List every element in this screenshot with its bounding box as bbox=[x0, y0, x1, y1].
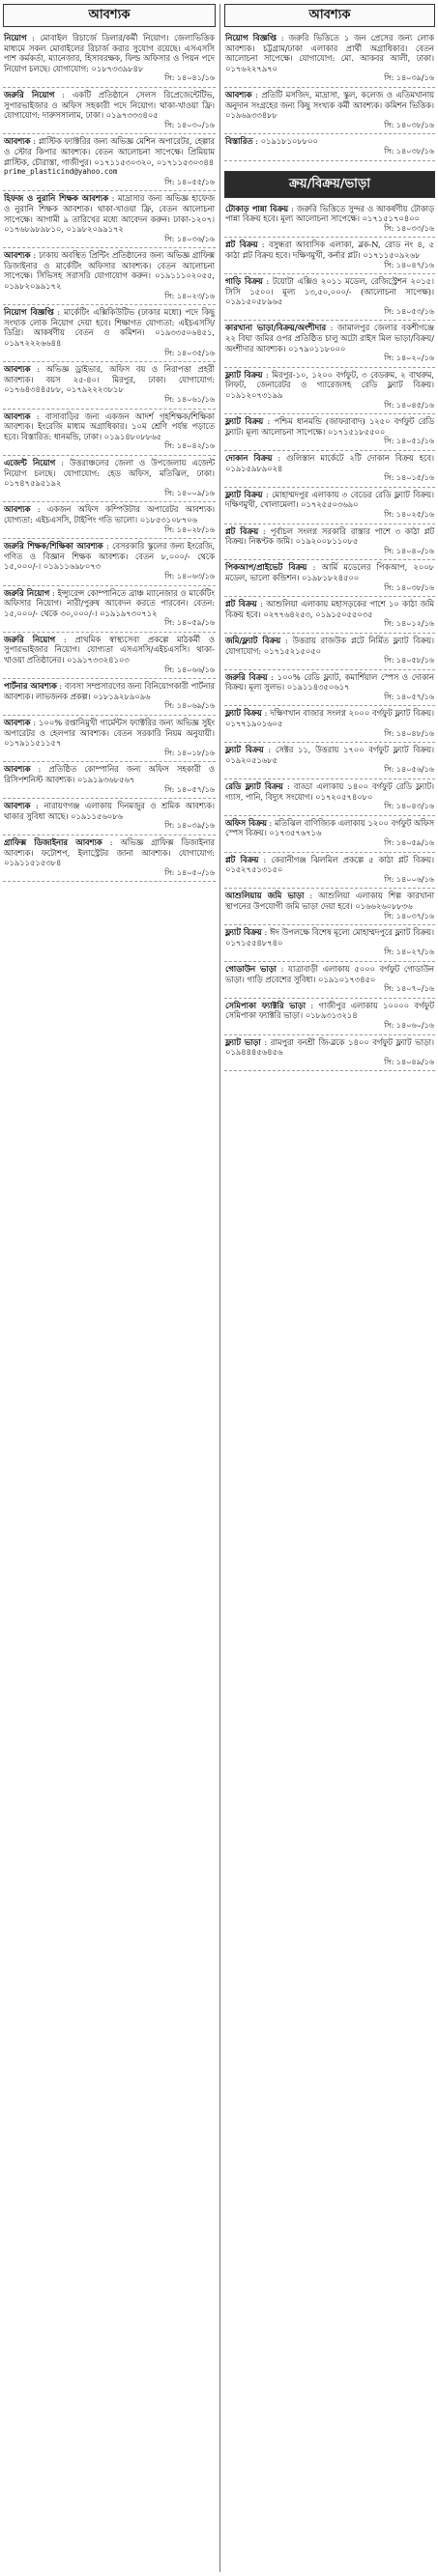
ad-reference: সি: ১৪০৩৭/১৬ bbox=[384, 911, 434, 920]
ad-body: রামপুরা বনশ্রী জি-ব্লকে ১৪০০ বর্গফুট ফ্ল্যাট ভাড়া। ০১৯৪৪৪৫৬৪৫৬ bbox=[225, 1036, 434, 1058]
classified-ad: টোকাড় পান্না বিক্রয় : জরুরি ভিত্তিতে সুন্দর ও আকর্ষণীয় টোকাড় পান্না বিক্রয় হবে। মূল্য আলোচনা সাপেক্ষে। ০১৭১৫১৭০৪০০ সি: ১৪০৩৩/১৬ bbox=[224, 202, 435, 239]
ad-body: মাদ্রাসার জন্য অভিজ্ঞ হাফেজ ও নুরানি শিক্ষক আবশ্যক। থাকা-খাওয়া ফ্রি, বেতন আলোচনা সাপেক্ষে। আগামী ৯ তারিখের মধ্যে আবেদন করুন। ঢাকা-১২০৭। ০১৭৬৮৯৮৯৮১০, ০১৯৮২০৯৯১৭২ bbox=[4, 193, 216, 235]
ad-body: পূর্বাচল সংলগ্ন সরকারি রাস্তার পাশে ৩ কাঠা প্লট বিক্রয়। নিষ্কণ্টক জমি। ০১৯২০০৮১১০৮৫ bbox=[225, 525, 434, 547]
classified-ad: হিফজ ও নুরানি শিক্ষক আবশ্যক : মাদ্রাসার জন্য অভিজ্ঞ হাফেজ ও নুরানি শিক্ষক আবশ্যক। থাকা-খাওয়া ফ্রি, বেতন আলোচনা সাপেক্ষে। আগামী ৯ তারিখের মধ্যে আবেদন করুন। ঢাকা-১২০৭। ০১৭৬৮৯৮৯৮১০, ০১৯৮২০৯৯১৭২ সি: ১৪০৩৬/১৬ bbox=[3, 191, 216, 248]
ad-body: ০১৯১৮১০৮৮০০ bbox=[260, 136, 318, 147]
classified-ad: আবশ্যক : ঢাকায় অবস্থিত প্রিন্টিং প্রতিষ্ঠানের জন্য অভিজ্ঞ গ্রাফিক্স ডিজাইনার ও মার্কেটিং অফিসার আবশ্যক। বেতন আলোচনা সাপেক্ষে। সিভিসহ সরাসরি যোগাযোগ করুন। ০১৯১১১০২০৫৫, ০১৯৮২০৯৯১৭২ সি: ১৪০২৩/১৬ bbox=[3, 248, 216, 305]
ad-body: ঈদ উপলক্ষে বিশেষ মূল্যে মোহাম্মদপুরে ফ্ল্যাট বিক্রয়। ০১৭১৫৫৪৮৭৪০ bbox=[225, 927, 434, 948]
ad-title: জরুরি নিয়োগ bbox=[4, 587, 50, 598]
classified-ad: আবশ্যক : অভিজ্ঞ ড্রাইভার, অফিস বয় ও নিরাপত্তা প্রহরী আবশ্যক। বয়স ২৫-৪০। মিরপুর, ঢাকা। যোগাযোগ: ০১৭৬৪৩৪৪৫৮৮, ০১৭৯২২২৩৮১৮ সি: ১৪০৬১/১৬ bbox=[3, 362, 216, 409]
classified-ad: ফ্ল্যাট বিক্রয় : মিরপুর-১০, ১২০০ বর্গফুট, ৩ বেডরুম, ২ বাথরুম, লিফট, জেনারেটর ও গ্যারেজসহ রেডি ফ্ল্যাট বিক্রয়। ০১৯১২০৭৩১৯৯ সি: ১৪০৪৫/১৬ bbox=[224, 368, 435, 414]
ad-body: সেক্টর ১১, উত্তরায় ১৭০০ বর্গফুট ফ্ল্যাট বিক্রয়। ০১৯২০৫১৬৮৫ bbox=[225, 745, 434, 765]
ad-title: ফ্ল্যাট ভাড়া bbox=[225, 1036, 261, 1047]
ad-body: ১০০% রপ্তানিমুখী গার্মেন্টস ফ্যাক্টরির জন্য অভিজ্ঞ সুইং অপারেটর ও হেলপার আবশ্যক। বেতন সরকারি নিয়ম অনুযায়ী। ০১৭৯১১৫১১৫৭ bbox=[4, 718, 215, 749]
ad-title: আবশ্যক bbox=[4, 410, 31, 421]
ad-body: একটি প্রতিষ্ঠানে সেলস রিপ্রেজেন্টেটিভ, সুপারভাইজার ও অফিস সহকারী পদে নিয়োগ। থাকা-খাওয়া ফ্রি। যোগাযোগ: দারুসসালাম, ঢাকা। ০১৯৭৩৩৩৪০৫ bbox=[4, 89, 215, 121]
ad-body: জামালপুর জেলার বকশীগঞ্জে ২২ বিঘা জমির ওপর প্রতিষ্ঠিত চালু অটো রাইস মিল ভাড়া/বিক্রয়/অংশীদার আবশ্যক। ০১৭৯০১১৮০০০ bbox=[225, 323, 434, 354]
ad-body: বাসাবাড়ির জন্য একজন আদর্শ গৃহশিক্ষক/শিক্ষিকা আবশ্যক। ইংরেজি মাধ্যম অগ্রাধিকার। ১০ম শ্রেণি পর্যন্ত পড়াতে হবে। বিস্তারিত: ধানমন্ডি, ঢাকা। ০১৯১৪৮০৮৮৬৫ bbox=[4, 410, 215, 441]
ad-title: ফ্ল্যাট বিক্রয় bbox=[225, 416, 264, 427]
ad-title: জরুরি নিয়োগ bbox=[4, 634, 56, 644]
ad-body: মার্কেটিং এক্সিকিউটিভ (ঢাকার মধ্যে) পদে কিছু সংখ্যক লোক নিয়োগ দেয়া হবে। শিক্ষাগত যোগ্যতা: এইচএসসি/ডিগ্রি। আকর্ষণীয় বেতন ও কমিশন। ০১৯৩৩৫০৬৪৫১, ০১৯৭২২২৬৬৪৪ bbox=[4, 307, 215, 349]
classified-ad: আবশ্যক : প্লাস্টিক ফ্যাক্টরির জন্য অভিজ্ঞ মেশিন অপারেটর, হেল্পার ও স্টোর কিপার আবশ্যক। বেতন আলোচনা সাপেক্ষে। প্রিমিয়াম প্লাস্টিক, চৌরাস্তা, গাজীপুর। ০১৭১১৫৩০৩২০, ০১৭১১৫৩০৩৪৪ prime_plasticind@yahoo.com সি: ১৪০৫৫/১৬ bbox=[3, 134, 216, 191]
ad-body: মোহাম্মদপুর এলাকায় ৩ বেডের রেডি ফ্ল্যাট বিক্রয়। দক্ষিণমুখী, খোলামেলা। ০১৭২৫৫০৩৬৯০ bbox=[225, 489, 434, 510]
classified-ad: নিয়োগ বিজ্ঞপ্তি : জরুরি ভিত্তিতে ১ জন প্রেসের জন্য লোক আবশ্যক। চট্টগ্রাম/ঢাকা এলাকার প্রার্থী অগ্রাধিকার। বেতন আলোচনা সাপেক্ষে। যোগাযোগ: মো. আকবর আলী, ঢাকা। ০১৭৬২২৭৯৭০ সি: ১৪০৩৯/১৬ bbox=[224, 31, 435, 88]
ad-reference: সি: ১৪০৫১/১৬ bbox=[384, 437, 434, 446]
ad-reference: সি: ১৪০২৫/১৬ bbox=[384, 509, 434, 519]
ad-title: পিকআপ/প্রাইভেট বিক্রয় bbox=[225, 562, 307, 573]
ad-title: জরুরি বিক্রয় bbox=[225, 671, 268, 682]
ad-reference: সি: ১৪০৭০/১৬ bbox=[384, 984, 434, 994]
ad-body: যাত্রাবাড়ী এলাকায় ৫০০০ বর্গফুট গোডাউন ভাড়া। গাড়ি প্রবেশের সুবিধা। ০১৯১০১৭৩৪৫০ bbox=[225, 963, 434, 984]
ad-reference: সি: ১৪০৫৫/১৬ bbox=[164, 177, 215, 186]
ad-body: উত্তরাঞ্চলের জেলা ও উপজেলায় এজেন্ট নিয়োগ চলছে। যোগাযোগ: হেড অফিস, মতিঝিল, ঢাকা। ০১৭৪৭৫৯৫১৯২ bbox=[4, 457, 215, 489]
ad-title: নিয়োগ বিজ্ঞপ্তি bbox=[225, 33, 277, 42]
right-top-ads-list bbox=[224, 31, 435, 161]
ad-body: গুলিস্তান মার্কেটে ২টি দোকান বিক্রয় হবে। ০১৯১৫৯৮৯০২৪ bbox=[225, 453, 435, 473]
ad-body: পশ্চিম ধানমন্ডি (জাফরাবাদ) ১২৫০ বর্গফুট রেডি ফ্ল্যাট। মূল্য আলোচনা সাপেক্ষে। ০১৭১৫১৮৫৫০০ bbox=[225, 416, 434, 437]
ad-title: জমি/ফ্ল্যাট বিক্রয় bbox=[225, 635, 281, 645]
ad-body: ঢাকায় অবস্থিত প্রিন্টিং প্রতিষ্ঠানের জন্য অভিজ্ঞ গ্রাফিক্স ডিজাইনার ও মার্কেটিং অফিসার আবশ্যক। বেতন আলোচনা সাপেক্ষে। সিভিসহ সরাসরি যোগাযোগ করুন। ০১৯১১১০২০৫৫, ০১৯৮২০৯৯১৭২ bbox=[4, 250, 215, 292]
classified-ad: আবশ্যক : প্রতিটি মসজিদ, মাদ্রাসা, স্কুল, কলেজ ও এতিমখানায় অনুদান সংগ্রহের জন্য কিছু সংখ্যক কর্মী আবশ্যক। কমিশন ভিত্তিক। ০১৯৬৯৩৩৪৮৮ সি: ১৪০৩৮/১৬ bbox=[224, 88, 435, 134]
ad-reference: সি: ১৪০৩৬/১৬ bbox=[164, 234, 215, 243]
column-divider bbox=[219, 4, 220, 2572]
ad-reference: সি: ১৪০৩৮/১৬ bbox=[384, 120, 434, 129]
classified-ad: জরুরি নিয়োগ : প্রাথমিক স্বাস্থ্যসেবা প্রকল্পে মাঠকর্মী ও সুপারভাইজার নিয়োগ। যোগ্যতা এসএসসি/এইচএসসি। থাকা-খাওয়া প্রতিষ্ঠানের। ০১৯১৭৩৩২৪১০৩ সি: ১৪০৬৬/১৬ bbox=[3, 633, 216, 679]
classified-ad: ফ্ল্যাট বিক্রয় : পশ্চিম ধানমন্ডি (জাফরাবাদ) ১২৫০ বর্গফুট রেডি ফ্ল্যাট। মূল্য আলোচনা সাপেক্ষে। ০১৭১৫১৮৫৫০০ সি: ১৪০৫১/১৬ bbox=[224, 414, 435, 451]
ad-reference: সি: ১৪০৩৮/১৬ bbox=[384, 146, 434, 156]
ad-body: উত্তরায় রাজউক প্লটে নির্মিত ফ্ল্যাট বিক্রয়। যোগাযোগ: ০১৭১৫২১৫০৫০ bbox=[225, 635, 434, 656]
ad-title: গ্রাফিক্স ডিজাইনার আবশ্যক bbox=[4, 836, 102, 847]
ad-title: এজেন্ট নিয়োগ bbox=[4, 457, 56, 467]
classified-ad: জরুরি বিক্রয় : ১০০% রেডি ফ্ল্যাট, কমার্শিয়াল স্পেস ও দোকান বিক্রয়। মূল্য সুলভ। ০১৯১১৪৩৫০৬১৭ সি: ১৪০৫৭/১৬ bbox=[224, 670, 435, 707]
classified-ad: প্লট বিক্রয় : আশুলিয়া এলাকায় মহাসড়কের পাশে ১০ কাঠা জমি বিক্রয় হবে। ০২৭৭৬৪২৫৩, ০১৯১৫০৫৫০৩৫ সি: ১৪০১২/১৬ bbox=[224, 597, 435, 634]
classified-ad: ফ্ল্যাট বিক্রয় : মোহাম্মদপুর এলাকায় ৩ বেডের রেডি ফ্ল্যাট বিক্রয়। দক্ষিণমুখী, খোলামেলা। ০১৭২৫৫০৩৬৯০ সি: ১৪০২৫/১৬ bbox=[224, 488, 435, 524]
ad-body: বসুন্ধরা আবাসিক এলাকা, ব্লক-N, রোড নং ৪, ৫ কাঠা প্লট বিক্রয় হবে। দক্ষিণমুখী, কর্নার প্লট। ০১৭১১৫০৯২৬৮ bbox=[225, 240, 434, 260]
ad-email: prime_plasticind@yahoo.com bbox=[4, 167, 118, 177]
ad-title: সেমিপাকা ফ্যাক্টরি ভাড়া bbox=[225, 1000, 307, 1010]
ad-title: বিস্তারিত bbox=[225, 136, 253, 147]
classified-ad: নিয়োগ বিজ্ঞপ্তি : মার্কেটিং এক্সিকিউটিভ (ঢাকার মধ্যে) পদে কিছু সংখ্যক লোক নিয়োগ দেয়া হবে। শিক্ষাগত যোগ্যতা: এইচএসসি/ডিগ্রি। আকর্ষণীয় বেতন ও কমিশন। ০১৯৩৩৫০৬৪৫১, ০১৯৭২২২৬৬৪৪ সি: ১৪০৩৫/১৬ bbox=[3, 305, 216, 362]
ad-reference: সি: ১৪০৬৯/১৬ bbox=[164, 701, 215, 711]
ad-body: একজন অফিস কম্পিউটার অপারেটর আবশ্যক। যোগ্যতা: এইচএসসি, টাইপিং গতি ভালো। ০১৮৫৩১০৮৭০৬ bbox=[4, 504, 215, 524]
ad-title: হিফজ ও নুরানি শিক্ষক আবশ্যক bbox=[4, 193, 109, 204]
ad-title: ফ্ল্যাট বিক্রয় bbox=[225, 489, 263, 499]
ad-reference: সি: ১৪০৪৭/১৬ bbox=[384, 260, 434, 269]
ad-body: মোবাইল রিচার্জে ডিলার/কর্মী নিয়োগ। জেলাভিত্তিক মাধ্যমে সকল মোবাইলের রিচার্জ করার সুযোগ রয়েছে। এসএসসি পাশ কর্মকর্তা, ম্যানেজার, হিসাবরক্ষক, ফিল্ড অফিসার ও পিয়ন পদে নিয়োগ চলছে। যোগাযোগ: ০১৮৭৩৩৯৮৪৮ bbox=[4, 33, 215, 73]
ad-body: মতিঝিল বাণিজ্যিক এলাকায় ১২০০ বর্গফুট অফিস স্পেস বিক্রয়। ০১৭৩৫৭৬৭১৬ bbox=[225, 817, 434, 838]
classified-ad: প্লট বিক্রয় : পূর্বাচল সংলগ্ন সরকারি রাস্তার পাশে ৩ কাঠা প্লট বিক্রয়। নিষ্কণ্টক জমি। ০১৯২০০৮১১০৮৫ সি: ১৪০৪০/১৬ bbox=[224, 524, 435, 561]
ad-reference: সি: ১৪০০৬/১৬ bbox=[384, 874, 434, 884]
ad-reference: সি: ১৪০১৮/১৬ bbox=[164, 748, 215, 757]
ad-title: প্লট বিক্রয় bbox=[225, 240, 258, 250]
ad-title: প্লট বিক্রয় bbox=[225, 854, 259, 864]
ad-reference: সি: ১৪০৬১/১৬ bbox=[164, 395, 215, 404]
ad-body: মিরপুর-১০, ১২০০ বর্গফুট, ৩ বেডরুম, ২ বাথরুম, লিফট, জেনারেটর ও গ্যারেজসহ রেডি ফ্ল্যাট বিক্রয়। ০১৯১২০৭৩১৯৯ bbox=[225, 369, 434, 401]
ad-reference: সি: ১৪০৪২/১৬ bbox=[164, 441, 215, 451]
ad-reference: সি: ১৪০৫৯/১৬ bbox=[164, 618, 215, 628]
ad-title: ফ্ল্যাট বিক্রয় bbox=[225, 745, 264, 755]
ad-reference: সি: ১৪০২৮/১৬ bbox=[164, 524, 215, 534]
section-header-wanted: আবশ্যক bbox=[3, 4, 216, 27]
ad-title: ফ্ল্যাট বিক্রয় bbox=[225, 708, 262, 719]
classified-ad: গাড়ি বিক্রয় : টয়োটা এক্সিও ২০১১ মডেল, রেজিস্ট্রেশন ২০১৫। সিসি ১৫০০। মূল্য ১৩,৫০,০০০/- (আলোচনা সাপেক্ষ)। ০১৯১৫০৫৮৯৬৫ সি: ১৪০৫৩/১৬ bbox=[224, 274, 435, 321]
ad-title: কারখানা ভাড়া/বিক্রয়/অংশীদার bbox=[225, 323, 327, 333]
ad-reference: সি: ১৪০৫৭/১৬ bbox=[384, 692, 434, 701]
ad-reference: সি: ১৪০৪৫/১৬ bbox=[384, 400, 434, 410]
ad-reference: সি: ১৪০৪১/১৬ bbox=[164, 73, 215, 83]
ad-reference: সি: ১৪০০৯/১৬ bbox=[164, 488, 215, 497]
ad-body: আশুলিয়া এলাকায় মহাসড়কের পাশে ১০ কাঠা জমি বিক্রয় হবে। ০২৭৭৬৪২৫৩, ০১৯১৫০৫৫০৩৫ bbox=[225, 599, 435, 619]
ad-title: নিয়োগ বিজ্ঞপ্তি bbox=[4, 307, 54, 318]
right-column bbox=[224, 4, 435, 1071]
left-ads-list bbox=[3, 31, 216, 882]
ad-title: ফ্ল্যাট বিক্রয় bbox=[225, 369, 263, 380]
section-header-wanted-right: আবশ্যক bbox=[224, 4, 435, 27]
classified-ad: অফিস বিক্রয় : মতিঝিল বাণিজ্যিক এলাকায় ১২০০ বর্গফুট অফিস স্পেস বিক্রয়। ০১৭৩৫৭৬৭১৬ সি: ১৪০৫৯/১৬ bbox=[224, 816, 435, 853]
ad-reference: সি: ১৪০২৩/১৬ bbox=[164, 291, 215, 300]
right-bottom-ads-list bbox=[224, 202, 435, 1072]
classified-ad: রেডি ফ্ল্যাট বিক্রয় : বাড্ডা এলাকায় ১৪০০ বর্গফুট রেডি ফ্ল্যাট। গ্যাস, পানি, বিদ্যুৎ সংযোগ। ০১৭২০৫৭৪০৮০ সি: ১৪০৪৩/১৬ bbox=[224, 779, 435, 816]
classified-ad: আশুলিয়ায় জমি ভাড়া : আশুলিয়া এলাকায় শিল্প কারখানা স্থাপনের উপযোগী জমি ভাড়া দেয়া হবে। ০১৬৬২৬০৮৮৩৬ সি: ১৪০৩৭/১৬ bbox=[224, 889, 435, 925]
ad-body: কেরানীগঞ্জ ঝিলমিল প্রকল্পে ৫ কাঠা প্লট বিক্রয়। ০১৫২৭৫১৩১৫০ bbox=[225, 854, 435, 875]
ad-reference: সি: ১৪০৩৯/১৬ bbox=[384, 73, 434, 83]
classified-ad: আবশ্যক : প্রতিষ্ঠিত কোম্পানির জন্য অফিস সহকারী ও রিসিপশনিস্ট আবশ্যক। ০১৯১৯৩৬৮৫৬৭ সি: ১৪০৫৭/১৬ bbox=[3, 762, 216, 799]
classified-ad: ফ্ল্যাট বিক্রয় : দক্ষিণখান বাজার সংলগ্ন ২০০০ বর্গফুট ফ্ল্যাট বিক্রয়। ০১৭৭১৯০১৬০৫ সি: ১৪০৪৮/১৬ bbox=[224, 706, 435, 743]
ad-title: প্লট বিক্রয় bbox=[225, 525, 259, 536]
ad-body: প্লাস্টিক ফ্যাক্টরির জন্য অভিজ্ঞ মেশিন অপারেটর, হেল্পার ও স্টোর কিপার আবশ্যক। বেতন আলোচনা সাপেক্ষে। প্রিমিয়াম প্লাস্টিক, চৌরাস্তা, গাজীপুর। ০১৭১১৫৩০৩২০, ০১৭১১৫৩০৩৪৪ bbox=[4, 136, 215, 167]
ad-title: আবশ্যক bbox=[225, 89, 252, 99]
ad-title: আবশ্যক bbox=[4, 718, 31, 728]
classified-ad: ফ্ল্যাট বিক্রয় : ঈদ উপলক্ষে বিশেষ মূল্যে মোহাম্মদপুরে ফ্ল্যাট বিক্রয়। ০১৭১৫৫৪৮৭৪০ সি: ১৪০২৭/১৬ bbox=[224, 925, 435, 962]
ad-reference: সি: ১৪০৬৬/১৬ bbox=[164, 665, 215, 674]
ad-body: অভিজ্ঞ গ্রাফিক্স ডিজাইনার আবশ্যক। ফটোশপ, ইলাস্ট্রেটর জানা আবশ্যক। যোগাযোগ: ০১৯১১৫১৫৩৮৪ bbox=[4, 836, 215, 868]
classified-ad: গ্রাফিক্স ডিজাইনার আবশ্যক : অভিজ্ঞ গ্রাফিক্স ডিজাইনার আবশ্যক। ফটোশপ, ইলাস্ট্রেটর জানা আবশ্যক। যোগাযোগ: ০১৯১১৫১৫৩৮৪ সি: ১৪০৫০/১৬ bbox=[3, 835, 216, 882]
classified-ad: জরুরি নিয়োগ : ইন্স্যুরেন্স কোম্পানিতে ব্রাঞ্চ ম্যানেজার ও মার্কেটিং অফিসার নিয়োগ। নারী/পুরুষ আবেদন করতে পারবেন। বেতন: ১৫,০০০/- থেকে ৩০,০০০/-। ০১৯১৯৭৩০৭১২ সি: ১৪০৫৯/১৬ bbox=[3, 586, 216, 633]
ad-reference: সি: ১৪০৫৮/১৬ bbox=[384, 656, 434, 665]
ad-body: জরুরি ভিত্তিতে ১ জন প্রেসের জন্য লোক আবশ্যক। চট্টগ্রাম/ঢাকা এলাকার প্রার্থী অগ্রাধিকার। বেতন আলোচনা সাপেক্ষে। যোগাযোগ: মো. আকবর আলী, ঢাকা। ০১৭৬২২৭৯৭০ bbox=[225, 33, 435, 73]
ad-body: বেসরকারি স্কুলের জন্য ইংরেজি, গণিত ও বিজ্ঞান শিক্ষক আবশ্যক। বেতন ৮,০০০/- থেকে ১৫,০০০/-। ০১৯১১৬৯৮০৭৩ bbox=[4, 541, 215, 572]
classified-ad: নিয়োগ : মোবাইল রিচার্জে ডিলার/কর্মী নিয়োগ। জেলাভিত্তিক মাধ্যমে সকল মোবাইলের রিচার্জ করার সুযোগ রয়েছে। এসএসসি পাশ কর্মকর্তা, ম্যানেজার, হিসাবরক্ষক, ফিল্ড অফিসার ও পিয়ন পদে নিয়োগ চলছে। যোগাযোগ: ০১৮৭৩৩৯৮৪৮ সি: ১৪০৪১/১৬ bbox=[3, 31, 216, 88]
classified-ad: আবশ্যক : নারায়ণগঞ্জ এলাকায় দিনমজুর ও শ্রমিক আবশ্যক। থাকার সুবিধা আছে। ০১৯১১৫৬০৮৬ সি: ১৪০৩৯/১৬ bbox=[3, 799, 216, 835]
ad-body: জরুরি ভিত্তিতে সুন্দর ও আকর্ষণীয় টোকাড় পান্না বিক্রয় হবে। মূল্য আলোচনা সাপেক্ষে। ০১৭১৫১৭০৪০০ bbox=[225, 203, 435, 224]
ad-reference: সি: ১৪০৩৮/১৬ bbox=[384, 582, 434, 592]
ad-body: আর্মি মডেলের পিকআপ, ২০০৮ মডেল, ভালো কন্ডিশন। ০১৯৮১৮২৪৫০০ bbox=[225, 562, 434, 582]
ad-reference: সি: ১৪০৫০/১৬ bbox=[164, 867, 215, 877]
classified-ad: কারখানা ভাড়া/বিক্রয়/অংশীদার : জামালপুর জেলার বকশীগঞ্জে ২২ বিঘা জমির ওপর প্রতিষ্ঠিত চালু অটো রাইস মিল ভাড়া/বিক্রয়/অংশীদার আবশ্যক। ০১৭৯০১১৮০০০ সি: ১৪০২০/১৬ bbox=[224, 321, 435, 367]
ad-reference: সি: ১৪০৬৩/১৬ bbox=[164, 571, 215, 580]
ad-reference: সি: ১৪০৩৯/১৬ bbox=[164, 821, 215, 831]
ad-body: নারায়ণগঞ্জ এলাকায় দিনমজুর ও শ্রমিক আবশ্যক। থাকার সুবিধা আছে। ০১৯১১৫৬০৮৬ bbox=[4, 801, 215, 821]
ad-title: গাড়ি বিক্রয় bbox=[225, 276, 263, 287]
ad-reference: সি: ১৪০৫৭/১৬ bbox=[164, 784, 215, 794]
classified-ad: পিকআপ/প্রাইভেট বিক্রয় : আর্মি মডেলের পিকআপ, ২০০৮ মডেল, ভালো কন্ডিশন। ০১৯৮১৮২৪৫০০ সি: ১৪০৩৮/১৬ bbox=[224, 560, 435, 597]
ad-title: দোকান বিক্রয় bbox=[225, 453, 273, 463]
ad-title: আবশ্যক bbox=[4, 364, 31, 375]
ad-title: অফিস বিক্রয় bbox=[225, 817, 267, 828]
ad-body: ইন্স্যুরেন্স কোম্পানিতে ব্রাঞ্চ ম্যানেজার ও মার্কেটিং অফিসার নিয়োগ। নারী/পুরুষ আবেদন করতে পারবেন। বেতন: ১৫,০০০/- থেকে ৩০,০০০/-। ০১৯১৯৭৩০৭১২ bbox=[4, 587, 215, 618]
classified-ad: জমি/ফ্ল্যাট বিক্রয় : উত্তরায় রাজউক প্লটে নির্মিত ফ্ল্যাট বিক্রয়। যোগাযোগ: ০১৭১৫২১৫০৫০ সি: ১৪০৫৮/১৬ bbox=[224, 634, 435, 670]
ad-title: আবশ্যক bbox=[4, 504, 31, 515]
classified-ad: পার্টনার আবশ্যক : ব্যবসা সম্প্রসারণের জন্য বিনিয়োগকারী পার্টনার আবশ্যক। লাভজনক প্রকল্প। ০১৮১৯২৮৯০৯৬ সি: ১৪০৬৯/১৬ bbox=[3, 679, 216, 716]
ad-body: গাজীপুর এলাকায় ১০০০০ বর্গফুট সেমিপাকা ফ্যাক্টরি ভাড়া। ০১৮৯৩১৩২১৪ bbox=[225, 1000, 434, 1021]
ad-body: টয়োটা এক্সিও ২০১১ মডেল, রেজিস্ট্রেশন ২০১৫। সিসি ১৫০০। মূল্য ১৩,৫০,০০০/- (আলোচনা সাপেক্ষ)। ০১৯১৫০৫৮৯৬৫ bbox=[225, 276, 434, 307]
ad-title: নিয়োগ bbox=[4, 33, 27, 42]
classified-ad: ফ্ল্যাট ভাড়া : রামপুরা বনশ্রী জি-ব্লকে ১৪০০ বর্গফুট ফ্ল্যাট ভাড়া। ০১৯৪৪৪৫৬৪৫৬ সি: ১৪০৪৯/১৬ bbox=[224, 1035, 435, 1072]
left-column bbox=[3, 4, 216, 882]
classified-ad: বিস্তারিত : ০১৯১৮১০৮৮০০ সি: ১৪০৩৮/১৬ bbox=[224, 134, 435, 160]
ad-body: ১০০% রেডি ফ্ল্যাট, কমার্শিয়াল স্পেস ও দোকান বিক্রয়। মূল্য সুলভ। ০১৯১১৪৩৫০৬১৭ bbox=[225, 671, 434, 693]
ad-title: রেডি ফ্ল্যাট বিক্রয় bbox=[225, 781, 283, 792]
ad-reference: সি: ১৪০৪০/১৬ bbox=[384, 546, 434, 555]
classified-ad: প্লট বিক্রয় : বসুন্ধরা আবাসিক এলাকা, ব্লক-N, রোড নং ৪, ৫ কাঠা প্লট বিক্রয় হবে। দক্ষিণমুখী, কর্নার প্লট। ০১৭১১৫০৯২৬৮ সি: ১৪০৪৭/১৬ bbox=[224, 238, 435, 274]
ad-reference: সি: ১৪০৫৬/১৬ bbox=[384, 765, 434, 775]
ad-body: অভিজ্ঞ ড্রাইভার, অফিস বয় ও নিরাপত্তা প্রহরী আবশ্যক। বয়স ২৫-৪০। মিরপুর, ঢাকা। যোগাযোগ: ০১৭৬৪৩৪৪৫৮৮, ০১৭৯২২২৩৮১৮ bbox=[4, 364, 216, 395]
ad-reference: সি: ১৪০১৫/১৬ bbox=[384, 473, 434, 483]
classified-ad: আবশ্যক : বাসাবাড়ির জন্য একজন আদর্শ গৃহশিক্ষক/শিক্ষিকা আবশ্যক। ইংরেজি মাধ্যম অগ্রাধিকার। ১০ম শ্রেণি পর্যন্ত পড়াতে হবে। বিস্তারিত: ধানমন্ডি, ঢাকা। ০১৯১৪৮০৮৮৬৫ সি: ১৪০৪২/১৬ bbox=[3, 410, 216, 456]
ad-title: পার্টনার আবশ্যক bbox=[4, 681, 57, 692]
ad-body: প্রতিটি মসজিদ, মাদ্রাসা, স্কুল, কলেজ ও এতিমখানায় অনুদান সংগ্রহের জন্য কিছু সংখ্যক কর্মী আবশ্যক। কমিশন ভিত্তিক। ০১৯৬৯৩৩৪৮৮ bbox=[225, 89, 434, 121]
classified-ad: প্লট বিক্রয় : কেরানীগঞ্জ ঝিলমিল প্রকল্পে ৫ কাঠা প্লট বিক্রয়। ০১৫২৭৫১৩১৫০ সি: ১৪০০৬/১৬ bbox=[224, 853, 435, 890]
ad-title: আবশ্যক bbox=[4, 801, 31, 811]
ad-title: আবশ্যক bbox=[4, 250, 31, 261]
ad-reference: সি: ১৪০৫৩/১৬ bbox=[384, 306, 434, 316]
ad-reference: সি: ১৪০৩০/১৬ bbox=[164, 120, 215, 129]
ad-reference: সি: ১৪০২৭/১৬ bbox=[384, 948, 434, 957]
classified-ad: জরুরি শিক্ষক/শিক্ষিকা আবশ্যক : বেসরকারি স্কুলের জন্য ইংরেজি, গণিত ও বিজ্ঞান শিক্ষক আবশ্যক। বেতন ৮,০০০/- থেকে ১৫,০০০/-। ০১৯১১৬৯৮০৭৩ সি: ১৪০৬৩/১৬ bbox=[3, 539, 216, 585]
ad-body: দক্ষিণখান বাজার সংলগ্ন ২০০০ বর্গফুট ফ্ল্যাট বিক্রয়। ০১৭৭১৯০১৬০৫ bbox=[225, 708, 434, 729]
ad-reference: সি: ১৪০৪৮/১৬ bbox=[384, 728, 434, 738]
ad-title: জরুরি নিয়োগ bbox=[4, 89, 55, 99]
ad-reference: সি: ১৪০৫৯/১৬ bbox=[384, 838, 434, 847]
ad-title: আশুলিয়ায় জমি ভাড়া bbox=[225, 891, 305, 901]
classified-ad: আবশ্যক : একজন অফিস কম্পিউটার অপারেটর আবশ্যক। যোগ্যতা: এইচএসসি, টাইপিং গতি ভালো। ০১৮৫৩১০৮৭০৬ সি: ১৪০২৮/১৬ bbox=[3, 502, 216, 539]
ad-reference: সি: ১৪০৩৫/১৬ bbox=[164, 348, 215, 357]
classified-ad: গোডাউন ভাড়া : যাত্রাবাড়ী এলাকায় ৫০০০ বর্গফুট গোডাউন ভাড়া। গাড়ি প্রবেশের সুবিধা। ০১৯১০১৭৩৪৫০ সি: ১৪০৭০/১৬ bbox=[224, 962, 435, 999]
ad-body: প্রতিষ্ঠিত কোম্পানির জন্য অফিস সহকারী ও রিসিপশনিস্ট আবশ্যক। ০১৯১৯৩৬৮৫৬৭ bbox=[4, 764, 215, 784]
ad-reference: সি: ১৪০৬০/১৬ bbox=[384, 1020, 434, 1030]
ad-body: ব্যবসা সম্প্রসারণের জন্য বিনিয়োগকারী পার্টনার আবশ্যক। লাভজনক প্রকল্প। ০১৮১৯২৮৯০৯৬ bbox=[4, 681, 215, 701]
ad-title: আবশ্যক bbox=[4, 136, 31, 147]
ad-reference: সি: ১৪০৪৩/১৬ bbox=[384, 802, 434, 811]
ad-reference: সি: ১৪০৩৩/১৬ bbox=[384, 223, 434, 233]
classified-ad: ফ্ল্যাট বিক্রয় : সেক্টর ১১, উত্তরায় ১৭০০ বর্গফুট ফ্ল্যাট বিক্রয়। ০১৯২০৫১৬৮৫ সি: ১৪০৫৬/১৬ bbox=[224, 743, 435, 779]
ad-reference: সি: ১৪০১২/১৬ bbox=[384, 619, 434, 629]
classified-ad: সেমিপাকা ফ্যাক্টরি ভাড়া : গাজীপুর এলাকায় ১০০০০ বর্গফুট সেমিপাকা ফ্যাক্টরি ভাড়া। ০১৮৯৩১৩২১৪ সি: ১৪০৬০/১৬ bbox=[224, 999, 435, 1035]
ad-title: জরুরি শিক্ষক/শিক্ষিকা আবশ্যক bbox=[4, 541, 103, 552]
ad-title: টোকাড় পান্না বিক্রয় bbox=[225, 203, 289, 213]
ad-reference: সি: ১৪০২০/১৬ bbox=[384, 354, 434, 363]
ad-title: ফ্ল্যাট বিক্রয় bbox=[225, 927, 262, 938]
ad-title: আবশ্যক bbox=[4, 764, 31, 775]
ad-title: গোডাউন ভাড়া bbox=[225, 963, 277, 974]
classified-ad: জরুরি নিয়োগ : একটি প্রতিষ্ঠানে সেলস রিপ্রেজেন্টেটিভ, সুপারভাইজার ও অফিস সহকারী পদে নিয়োগ। থাকা-খাওয়া ফ্রি। যোগাযোগ: দারুসসালাম, ঢাকা। ০১৯৭৩৩৩৪০৫ সি: ১৪০৩০/১৬ bbox=[3, 88, 216, 134]
classified-ad: আবশ্যক : ১০০% রপ্তানিমুখী গার্মেন্টস ফ্যাক্টরির জন্য অভিজ্ঞ সুইং অপারেটর ও হেলপার আবশ্যক। বেতন সরকারি নিয়ম অনুযায়ী। ০১৭৯১১৫১১৫৭ সি: ১৪০১৮/১৬ bbox=[3, 716, 216, 762]
ad-body: বাড্ডা এলাকায় ১৪০০ বর্গফুট রেডি ফ্ল্যাট। গ্যাস, পানি, বিদ্যুৎ সংযোগ। ০১৭২০৫৭৪০৮০ bbox=[225, 781, 434, 802]
ad-title: প্লট বিক্রয় bbox=[225, 599, 257, 609]
ad-body: আশুলিয়া এলাকায় শিল্প কারখানা স্থাপনের উপযোগী জমি ভাড়া দেয়া হবে। ০১৬৬২৬০৮৮৩৬ bbox=[225, 891, 434, 911]
classified-ad: এজেন্ট নিয়োগ : উত্তরাঞ্চলের জেলা ও উপজেলায় এজেন্ট নিয়োগ চলছে। যোগাযোগ: হেড অফিস, মতিঝিল, ঢাকা। ০১৭৪৭৫৯৫১৯২ সি: ১৪০০৯/১৬ bbox=[3, 456, 216, 502]
classified-ad: দোকান বিক্রয় : গুলিস্তান মার্কেটে ২টি দোকান বিক্রয় হবে। ০১৯১৫৯৮৯০২৪ সি: ১৪০১৫/১৬ bbox=[224, 451, 435, 488]
section-header-buy-sell-rent: ক্রয়/বিক্রয়/ভাড়া bbox=[224, 171, 435, 198]
ad-body: প্রাথমিক স্বাস্থ্যসেবা প্রকল্পে মাঠকর্মী ও সুপারভাইজার নিয়োগ। যোগ্যতা এসএসসি/এইচএসসি। থাকা-খাওয়া প্রতিষ্ঠানের। ০১৯১৭৩৩২৪১০৩ bbox=[4, 634, 215, 665]
ad-reference: সি: ১৪০৪৯/১৬ bbox=[384, 1057, 434, 1066]
